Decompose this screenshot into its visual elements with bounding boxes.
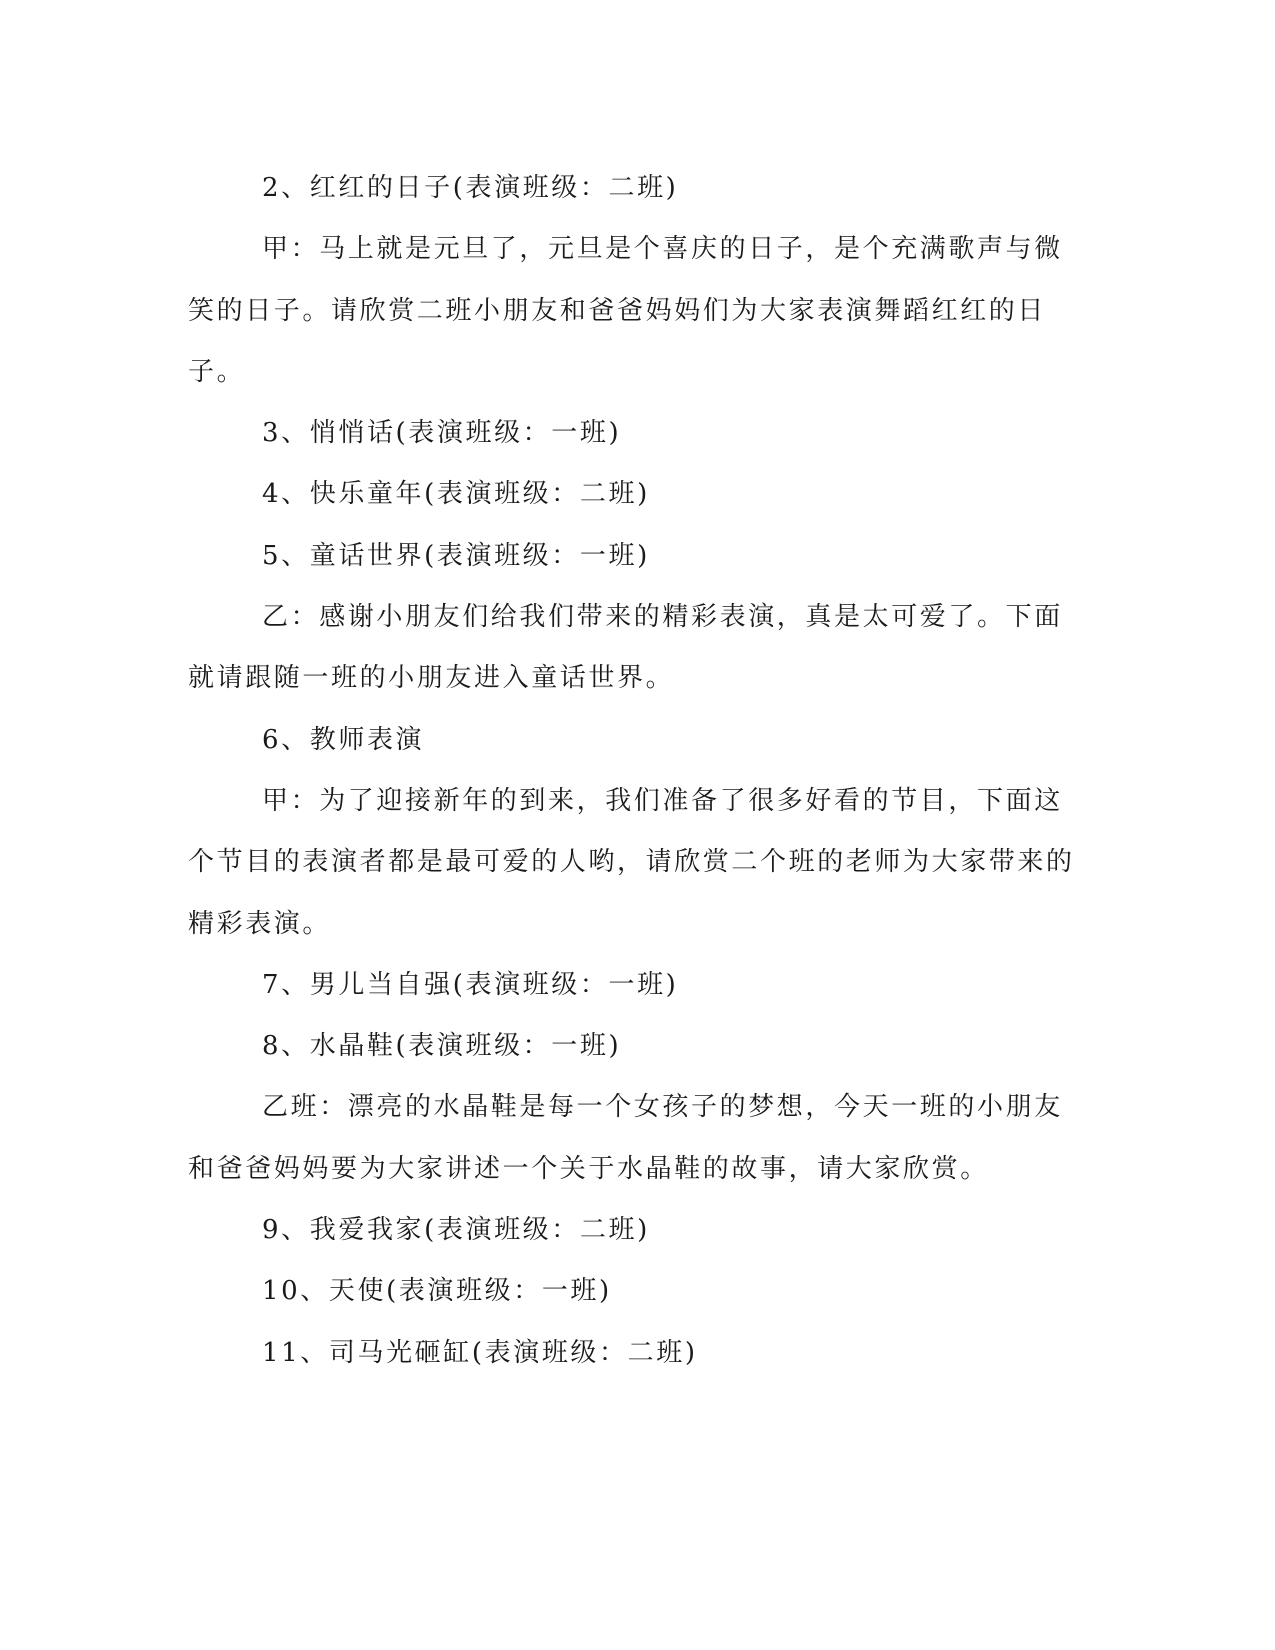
program-item-10: 10、天使(表演班级：一班): [262, 1276, 612, 1307]
host-line-3: 甲：为了迎接新年的到来，我们准备了很多好看的节目，下面这个节目的表演者都是最可爱的人哟，请欣赏二个班的老师为大家带来的精彩表演。: [188, 785, 1075, 939]
program-item-7: 7、男儿当自强(表演班级：一班): [262, 969, 679, 1000]
program-item-3: 3、悄悄话(表演班级：一班): [262, 418, 622, 449]
program-item-8: 8、水晶鞋(表演班级：一班): [262, 1031, 622, 1062]
program-item-2: 2、红红的日子(表演班级：二班): [262, 173, 679, 203]
program-item-4: 4、快乐童年(表演班级：二班): [262, 479, 650, 510]
document-body: [188, 158, 1078, 1384]
program-item-9: 9、我爱我家(表演班级：二班): [262, 1215, 650, 1246]
host-line-2: 乙：感谢小朋友们给我们带来的精彩表演，真是太可爱了。下面就请跟随一班的小朋友进入童话世界。: [188, 602, 1063, 694]
program-item-11: 11、司马光砸缸(表演班级：二班): [262, 1337, 698, 1368]
program-item-5: 5、童话世界(表演班级：一班): [262, 540, 650, 571]
program-item-6: 6、教师表演: [262, 724, 425, 755]
host-line-1: 甲：马上就是元旦了，元旦是个喜庆的日子，是个充满歌声与微笑的日子。请欣赏二班小朋友和爸爸妈妈们为大家表演舞蹈红红的日子。: [188, 234, 1063, 387]
host-line-4: 乙班：漂亮的水晶鞋是每一个女孩子的梦想，今天一班的小朋友和爸爸妈妈要为大家讲述一个关于水晶鞋的故事，请大家欣赏。: [188, 1092, 1063, 1184]
